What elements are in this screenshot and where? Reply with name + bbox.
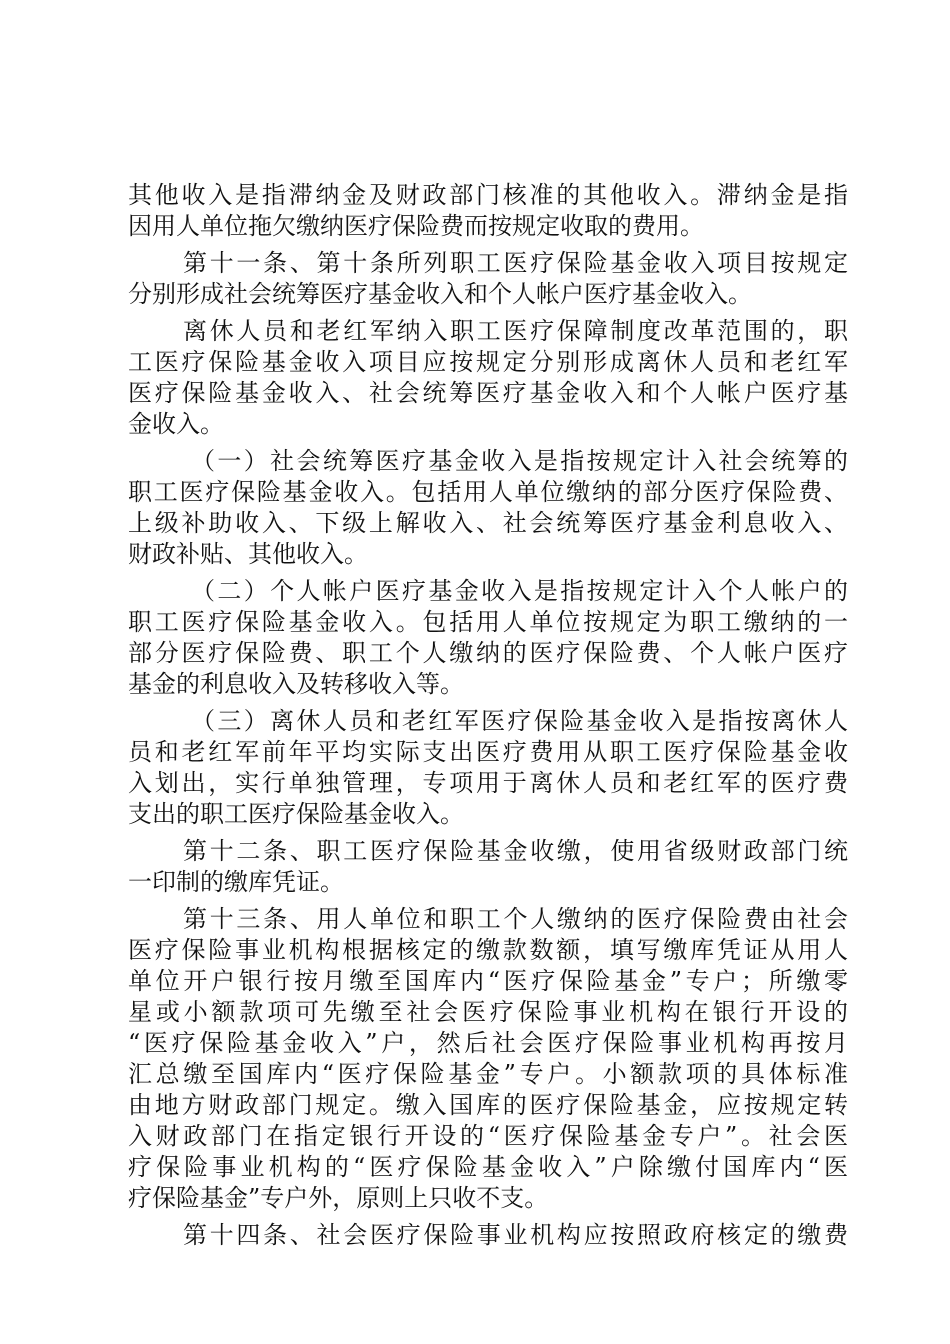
text-line: 基金的利息收入及转移收入等。 [128,670,464,698]
text-line: 医疗保险基金收入、社会统筹医疗基金收入和个人帐户医疗基 [128,379,848,407]
text-line: 其他收入是指滞纳金及财政部门核准的其他收入。滞纳金是指 [128,181,848,209]
text-line: 部分医疗保险费、职工个人缴纳的医疗保险费、个人帐户医疗 [128,639,848,667]
text-line: 星或小额款项可先缴至社会医疗保险事业机构在银行开设的 [128,998,848,1026]
text-line: 第十三条、用人单位和职工个人缴纳的医疗保险费由社会 [183,905,848,933]
text-line: 工医疗保险基金收入项目应按规定分别形成离休人员和老红军 [128,348,848,376]
text-line: 离休人员和老红军纳入职工医疗保障制度改革范围的，职 [183,317,848,345]
text-line: 第十四条、社会医疗保险事业机构应按照政府核定的缴费 [183,1221,848,1249]
text-line: 医疗保险事业机构根据核定的缴款数额，填写缴库凭证从用人 [128,936,848,964]
text-line: “医疗保险基金收入”户，然后社会医疗保险事业机构再按月 [128,1029,848,1057]
text-line: 第十二条、职工医疗保险基金收缴，使用省级财政部门统 [183,837,848,865]
text-line: （三）离休人员和老红军医疗保险基金收入是指按离休人 [191,707,848,735]
text-line: 第十一条、第十条所列职工医疗保险基金收入项目按规定 [183,249,848,277]
text-line: 一印制的缴库凭证。 [128,868,344,896]
text-line: 入划出，实行单独管理，专项用于离休人员和老红军的医疗费 [128,769,848,797]
text-line: 上级补助收入、下级上解收入、社会统筹医疗基金利息收入、 [128,509,848,537]
text-line: 财政补贴、其他收入。 [128,540,368,568]
text-line: 职工医疗保险基金收入。包括用人单位缴纳的部分医疗保险费、 [128,478,848,506]
text-line: 疗保险事业机构的“医疗保险基金收入”户除缴付国库内“医 [128,1153,848,1181]
text-line: 因用人单位拖欠缴纳医疗保险费而按规定收取的费用。 [128,212,704,240]
text-line: 疗保险基金”专户外，原则上只收不支。 [128,1184,549,1212]
text-line: 由地方财政部门规定。缴入国库的医疗保险基金，应按规定转 [128,1091,848,1119]
text-line: 员和老红军前年平均实际支出医疗费用从职工医疗保险基金收 [128,738,848,766]
document-body [128,180,848,1251]
text-line: （一）社会统筹医疗基金收入是指按规定计入社会统筹的 [191,447,848,475]
text-line: 金收入。 [128,410,224,438]
text-line: 单位开户银行按月缴至国库内“医疗保险基金”专户；所缴零 [128,967,848,995]
text-line: 职工医疗保险基金收入。包括用人单位按规定为职工缴纳的一 [128,608,848,636]
text-line: （二）个人帐户医疗基金收入是指按规定计入个人帐户的 [191,577,848,605]
text-line: 汇总缴至国库内“医疗保险基金”专户。小额款项的具体标准 [128,1060,848,1088]
text-line: 入财政部门在指定银行开设的“医疗保险基金专户”。社会医 [128,1122,848,1150]
text-line: 支出的职工医疗保险基金收入。 [128,800,464,828]
text-line: 分别形成社会统筹医疗基金收入和个人帐户医疗基金收入。 [128,280,752,308]
